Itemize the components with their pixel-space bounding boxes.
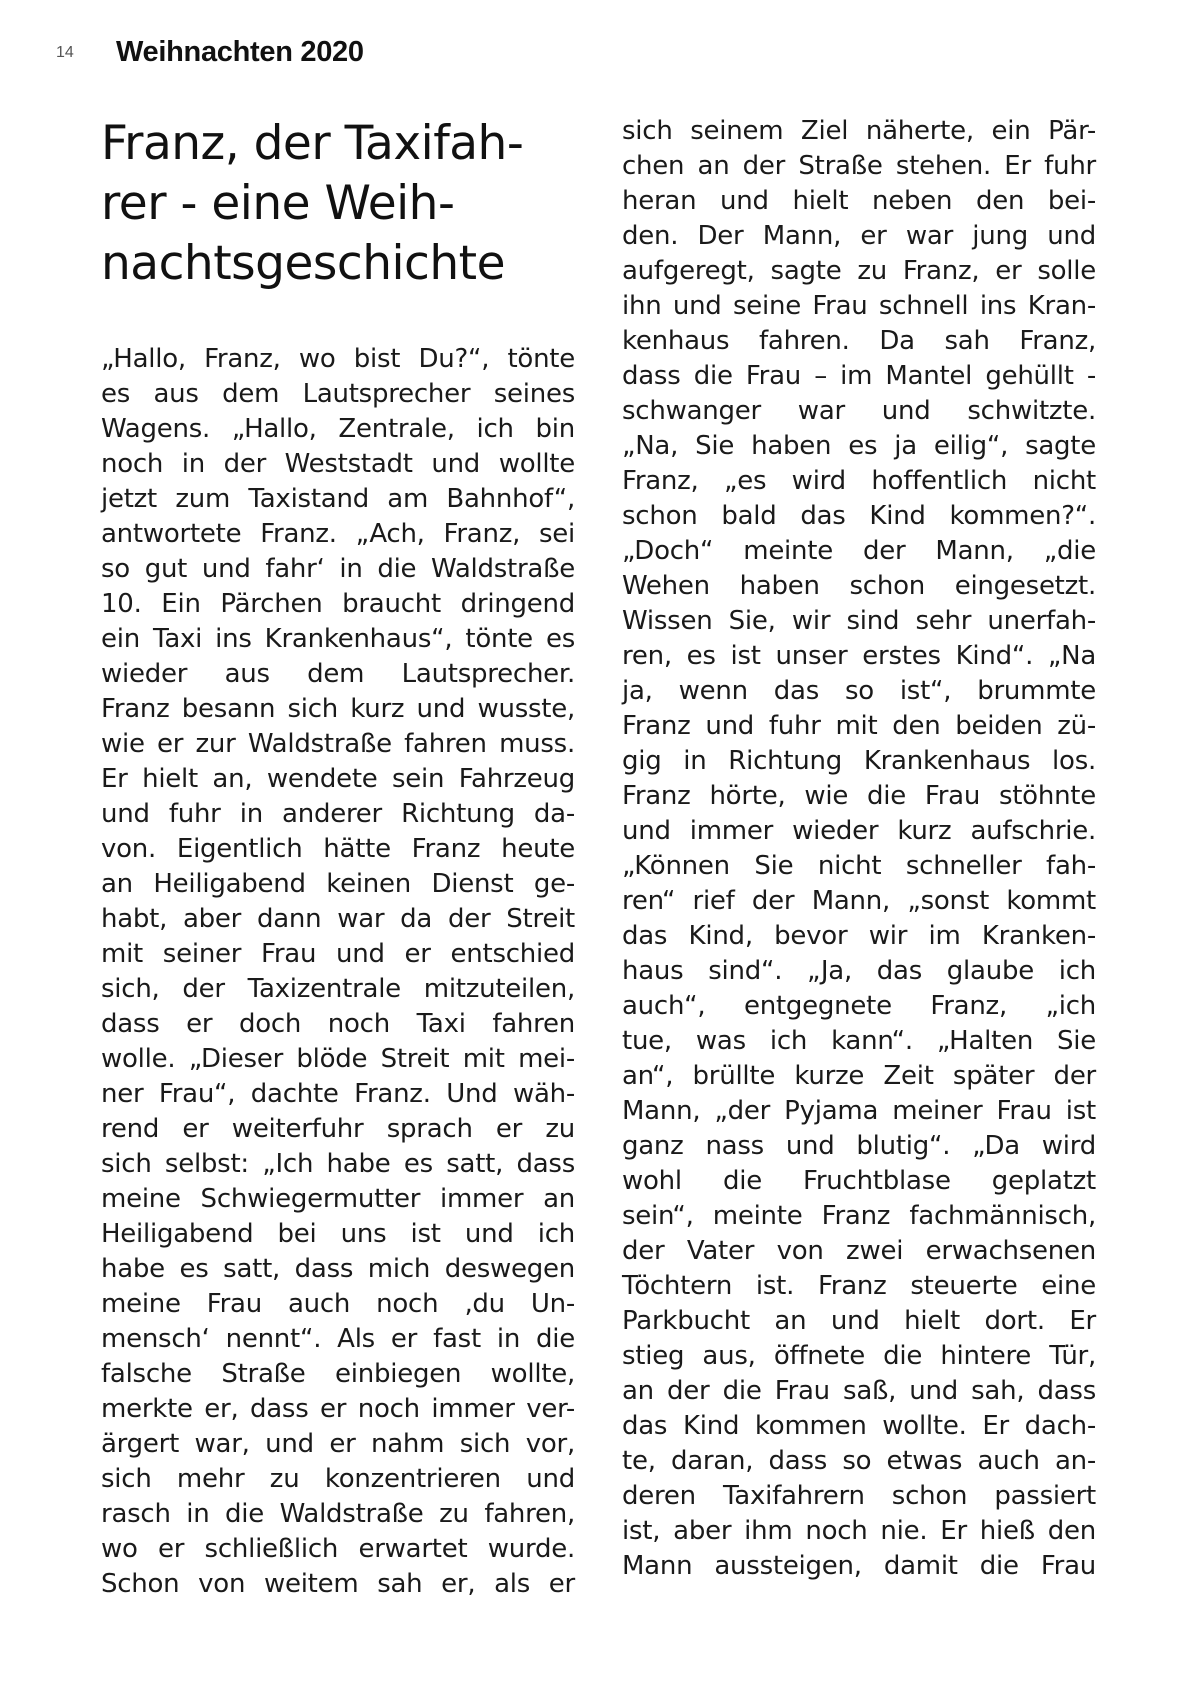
text-line: ren“ rief der Mann, „sonst kommt [622, 886, 1096, 916]
text-line: sich seinem Ziel näherte, ein Pär- [622, 116, 1096, 146]
text-line: und fuhr in anderer Richtung da- [101, 799, 575, 829]
left-column [101, 114, 575, 1602]
text-line: an Heiligabend keinen Dienst ge- [101, 869, 575, 899]
text-line: Schon von weitem sah er, als er [101, 1569, 575, 1599]
text-line: Wehen haben schon eingesetzt. [622, 571, 1096, 601]
text-line: dass er doch noch Taxi fahren [101, 1009, 575, 1039]
text-line: tue, was ich kann“. „Halten Sie [622, 1026, 1096, 1056]
text-line: chen an der Straße stehen. Er fuhr [622, 151, 1096, 181]
text-line: wolle. „Dieser blöde Streit mit mei- [101, 1044, 575, 1074]
text-line: 10. Ein Pärchen braucht dringend [101, 589, 575, 619]
text-line: der Vater von zwei erwachsenen [622, 1236, 1096, 1266]
text-line: ärgert war, und er nahm sich vor, [101, 1429, 575, 1459]
text-line: Heiligabend bei uns ist und ich [101, 1219, 575, 1249]
text-line: haus sind“. „Ja, das glaube ich [622, 956, 1096, 986]
issue-title: Weihnachten 2020 [116, 36, 364, 68]
text-line: Wissen Sie, wir sind sehr unerfah- [622, 606, 1096, 636]
text-line: sich selbst: „Ich habe es satt, dass [101, 1149, 575, 1179]
text-line: wo er schließlich erwartet wurde. [101, 1534, 575, 1564]
text-line: sich mehr zu konzentrieren und [101, 1464, 575, 1494]
text-line: an der die Frau saß, und sah, dass [622, 1376, 1096, 1406]
text-line: sich, der Taxizentrale mitzuteilen, [101, 974, 575, 1004]
text-line: aufgeregt, sagte zu Franz, er solle [622, 256, 1096, 286]
right-column [622, 114, 1096, 1584]
text-line: dass die Frau – im Mantel gehüllt - [622, 361, 1096, 391]
text-line: Parkbucht an und hielt dort. Er [622, 1306, 1096, 1336]
page-number: 14 [56, 44, 74, 61]
text-line: ein Taxi ins Krankenhaus“, tönte es [101, 624, 575, 654]
text-line: habe es satt, dass mich deswegen [101, 1254, 575, 1284]
text-line: ihn und seine Frau schnell ins Kran- [622, 291, 1096, 321]
text-line: habt, aber dann war da der Streit [101, 904, 575, 934]
text-line: mit seiner Frau und er entschied [101, 939, 575, 969]
article-title-line: nachtsgeschichte [101, 236, 506, 291]
text-line: ist, aber ihm noch nie. Er hieß den [622, 1516, 1096, 1546]
text-line: Mann, „der Pyjama meiner Frau ist [622, 1096, 1096, 1126]
text-line: das Kind, bevor wir im Kranken- [622, 921, 1096, 951]
text-line: antwortete Franz. „Ach, Franz, sei [101, 519, 575, 549]
text-line: deren Taxifahrern schon passiert [622, 1481, 1096, 1511]
text-line: schwanger war und schwitzte. [622, 396, 1096, 426]
text-line: te, daran, dass so etwas auch an- [622, 1446, 1096, 1476]
text-line: es aus dem Lautsprecher seines [101, 379, 575, 409]
text-line: Franz besann sich kurz und wusste, [101, 694, 575, 724]
text-line: ja, wenn das so ist“, brummte [622, 676, 1096, 706]
text-line: „Na, Sie haben es ja eilig“, sagte [622, 431, 1096, 461]
text-line: Franz und fuhr mit den beiden zü- [622, 711, 1096, 741]
text-line: rasch in die Waldstraße zu fahren, [101, 1499, 575, 1529]
text-line: meine Schwiegermutter immer an [101, 1184, 575, 1214]
text-line: und immer wieder kurz aufschrie. [622, 816, 1096, 846]
text-line: Wagens. „Hallo, Zentrale, ich bin [101, 414, 575, 444]
article-title-line: Franz, der Taxifah- [101, 116, 524, 171]
text-line: wieder aus dem Lautsprecher. [101, 659, 575, 689]
text-line: Er hielt an, wendete sein Fahrzeug [101, 764, 575, 794]
text-line: jetzt zum Taxistand am Bahnhof“, [101, 484, 575, 514]
text-line: auch“, entgegnete Franz, „ich [622, 991, 1096, 1021]
text-line: sein“, meinte Franz fachmännisch, [622, 1201, 1096, 1231]
text-line: kenhaus fahren. Da sah Franz, [622, 326, 1096, 356]
text-line: von. Eigentlich hätte Franz heute [101, 834, 575, 864]
text-line: so gut und fahr‘ in die Waldstraße [101, 554, 575, 584]
text-line: „Können Sie nicht schneller fah- [622, 851, 1096, 881]
text-line: mensch‘ nennt“. Als er fast in die [101, 1324, 575, 1354]
text-line: ren, es ist unser erstes Kind“. „Na [622, 641, 1096, 671]
text-line: Franz hörte, wie die Frau stöhnte [622, 781, 1096, 811]
text-line: Franz, „es wird hoffentlich nicht [622, 466, 1096, 496]
text-line: schon bald das Kind kommen?“. [622, 501, 1096, 531]
text-line: falsche Straße einbiegen wollte, [101, 1359, 575, 1389]
text-line: Töchtern ist. Franz steuerte eine [622, 1271, 1096, 1301]
text-line: an“, brüllte kurze Zeit später der [622, 1061, 1096, 1091]
text-line: ner Frau“, dachte Franz. Und wäh- [101, 1079, 575, 1109]
text-line: rend er weiterfuhr sprach er zu [101, 1114, 575, 1144]
text-line: den. Der Mann, er war jung und [622, 221, 1096, 251]
text-line: noch in der Weststadt und wollte [101, 449, 575, 479]
text-line: wohl die Fruchtblase geplatzt [622, 1166, 1096, 1196]
article-title-line: rer - eine Weih- [101, 176, 455, 231]
text-line: merkte er, dass er noch immer ver- [101, 1394, 575, 1424]
right-column-body [622, 114, 1096, 1584]
text-line: Mann aussteigen, damit die Frau [622, 1551, 1096, 1581]
text-line: stieg aus, öffnete die hintere Tür, [622, 1341, 1096, 1371]
text-line: heran und hielt neben den bei- [622, 186, 1096, 216]
text-line: ganz nass und blutig“. „Da wird [622, 1131, 1096, 1161]
text-line: gig in Richtung Krankenhaus los. [622, 746, 1096, 776]
article-title [101, 114, 575, 294]
text-line: „Hallo, Franz, wo bist Du?“, tönte [101, 344, 575, 374]
text-line: das Kind kommen wollte. Er dach- [622, 1411, 1096, 1441]
left-column-body [101, 342, 575, 1602]
text-line: meine Frau auch noch ‚du Un- [101, 1289, 575, 1319]
text-line: „Doch“ meinte der Mann, „die [622, 536, 1096, 566]
text-line: wie er zur Waldstraße fahren muss. [101, 729, 575, 759]
